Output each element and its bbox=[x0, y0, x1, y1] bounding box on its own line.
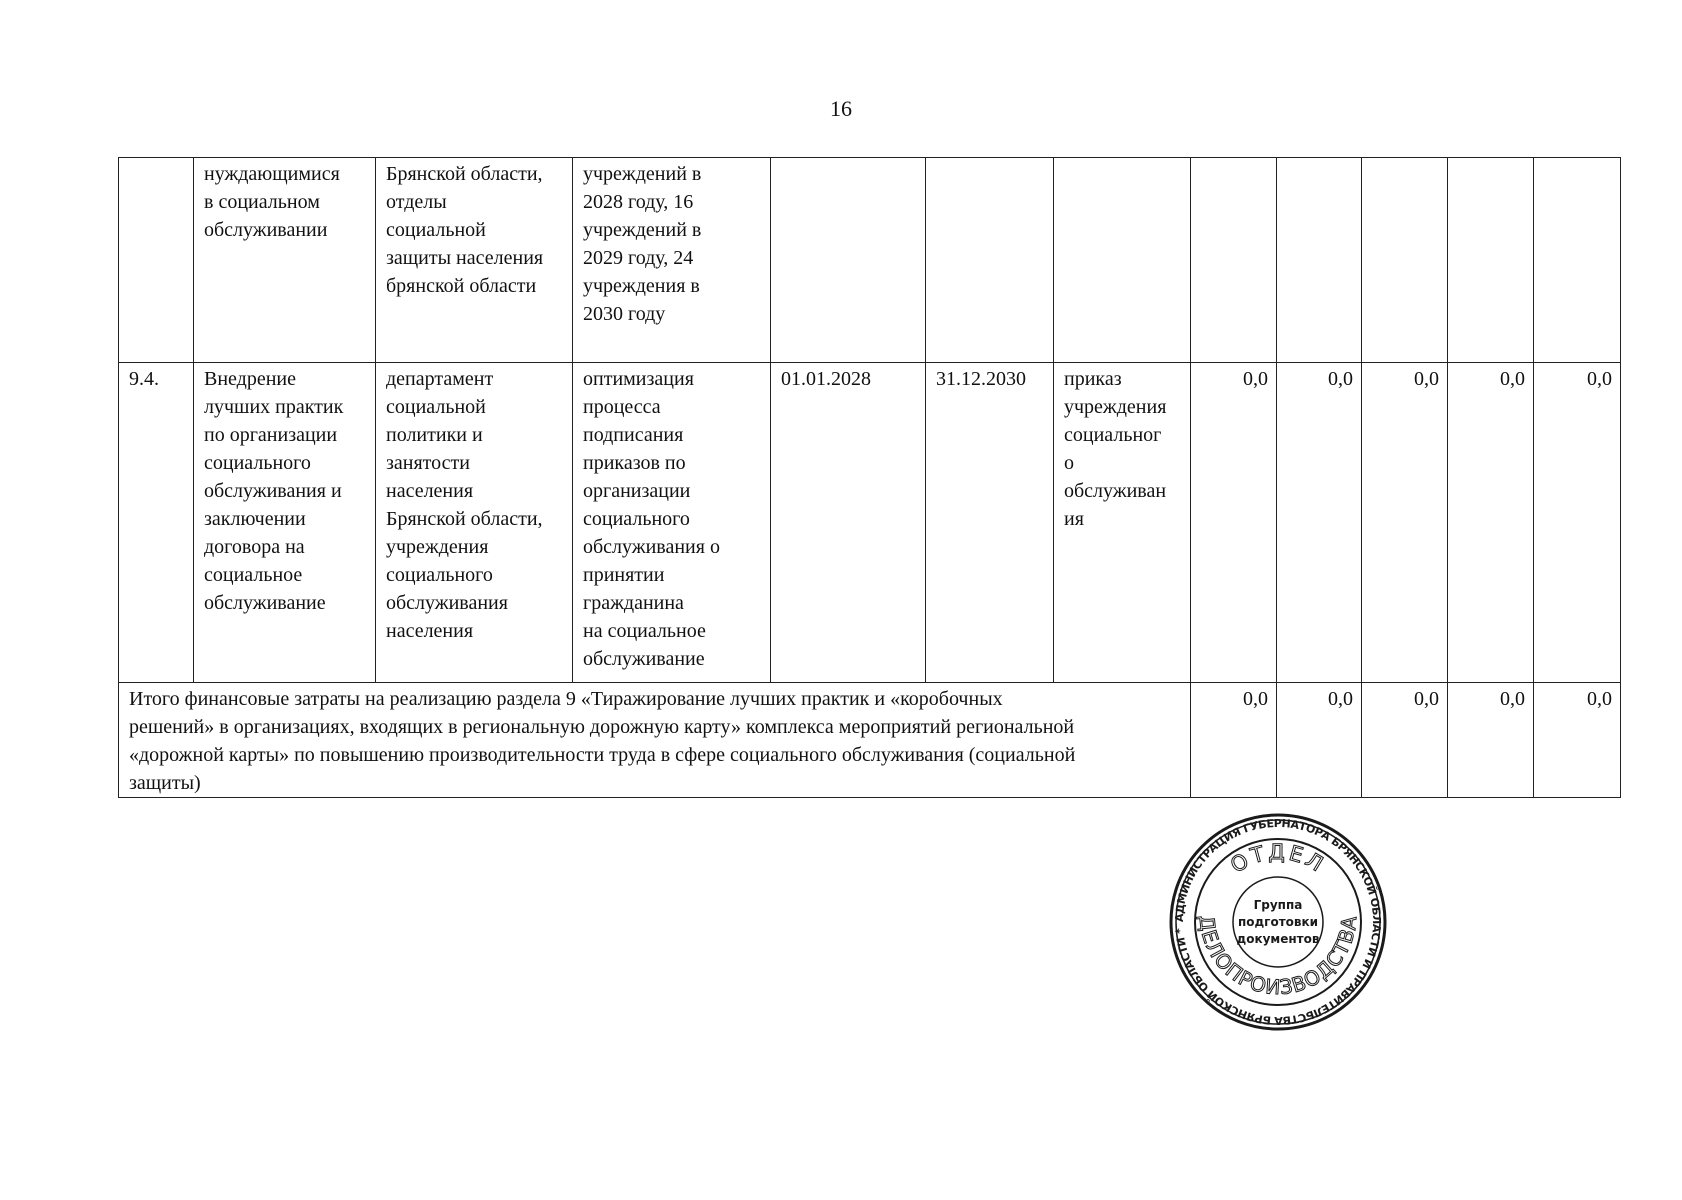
cell-executor: департамент социальной политики и занятости населения Брянской области, учреждения социального обслуживания населения bbox=[376, 363, 573, 683]
cell-total-value: 0,0 bbox=[1362, 683, 1448, 798]
cell-value bbox=[1277, 158, 1362, 363]
cell-total-value: 0,0 bbox=[1448, 683, 1534, 798]
cell-executor: Брянской области, отделы социальной защиты населения брянской области bbox=[376, 158, 573, 363]
table-row-continued bbox=[119, 158, 1621, 363]
stamp-outer-text: АДМИНИСТРАЦИЯ ГУБЕРНАТОРА БРЯНСКОЙ ОБЛАСТИ И ПРАВИТЕЛЬСТВА БРЯНСКОЙ ОБЛАСТИ * bbox=[1172, 816, 1384, 1028]
cell-total-label: Итого финансовые затраты на реализацию раздела 9 «Тиражирование лучших практик и «коробочных решений» в организациях, входящих в региональную дорожную карту» комплекса мероприятий региональной «дорожной карты» по повышению производительности труда в сфере социального обслуживания (социальной защиты) bbox=[119, 683, 1191, 798]
cell-value: 0,0 bbox=[1362, 363, 1448, 683]
cell-start-date bbox=[771, 158, 926, 363]
cell-value bbox=[1362, 158, 1448, 363]
cell-value: 0,0 bbox=[1191, 363, 1277, 683]
cell-start-date: 01.01.2028 bbox=[771, 363, 926, 683]
cell-end-date bbox=[926, 158, 1054, 363]
measures-table bbox=[118, 157, 1621, 798]
cell-end-date: 31.12.2030 bbox=[926, 363, 1054, 683]
stamp-bottom-word: ДЕЛОПРОИЗВОДСТВА bbox=[1194, 914, 1362, 1000]
stamp-top-word: ОТДЕЛ bbox=[1226, 839, 1330, 878]
cell-measure-name: Внедрение лучших практик по организации социального обслуживания и заключении договора на социальное обслуживание bbox=[194, 363, 376, 683]
cell-value: 0,0 bbox=[1277, 363, 1362, 683]
stamp-center-line: Группа bbox=[1253, 898, 1303, 912]
cell-document: приказ учреждения социальног о обслуживан ия bbox=[1054, 363, 1191, 683]
stamp-center-line: подготовки bbox=[1237, 915, 1319, 929]
cell-value bbox=[1534, 158, 1621, 363]
cell-result: учреждений в 2028 году, 16 учреждений в 2029 году, 24 учреждения в 2030 году bbox=[573, 158, 771, 363]
cell-value bbox=[1448, 158, 1534, 363]
table-row-total bbox=[119, 683, 1621, 798]
cell-total-value: 0,0 bbox=[1277, 683, 1362, 798]
cell-value bbox=[1191, 158, 1277, 363]
cell-number: 9.4. bbox=[119, 363, 194, 683]
cell-document bbox=[1054, 158, 1191, 363]
office-stamp bbox=[1168, 812, 1388, 1032]
cell-number bbox=[119, 158, 194, 363]
stamp-center-line: документов bbox=[1236, 932, 1320, 946]
cell-value: 0,0 bbox=[1534, 363, 1621, 683]
page-number: 16 bbox=[830, 96, 852, 121]
cell-total-value: 0,0 bbox=[1534, 683, 1621, 798]
table-row-9-4 bbox=[119, 363, 1621, 683]
cell-total-value: 0,0 bbox=[1191, 683, 1277, 798]
cell-value: 0,0 bbox=[1448, 363, 1534, 683]
cell-result: оптимизация процесса подписания приказов по организации социального обслуживания о принятии гражданина на социальное обслуживание bbox=[573, 363, 771, 683]
cell-measure-name: нуждающимися в социальном обслуживании bbox=[194, 158, 376, 363]
